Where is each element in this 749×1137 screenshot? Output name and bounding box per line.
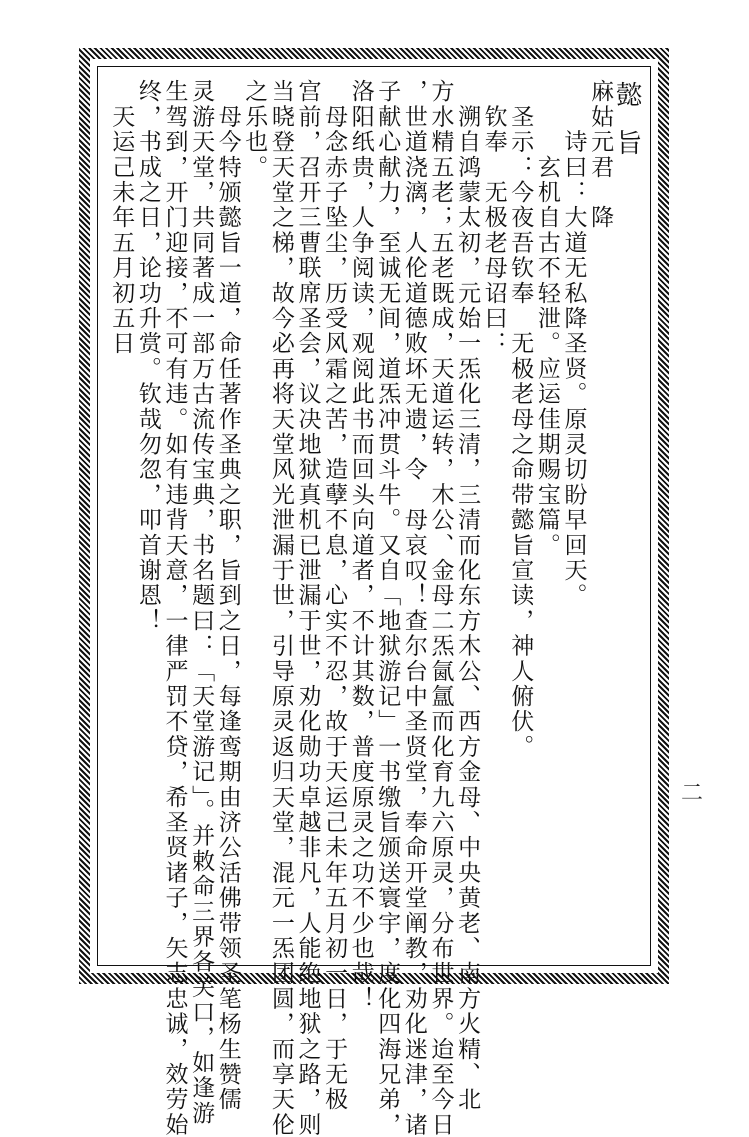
text-column-15: 母今特颁懿旨一道，命任著作圣典之职，旨到之日，每逢鸾期由济公活佛带领圣笔杨生赞儒	[214, 79, 241, 1113]
text-column-4: 圣示：今夜吾钦奉 无极老母之命带懿旨宣读，神人俯伏。	[507, 79, 534, 760]
text-column-7: 方水精五老；五老既成，天道运转，木公、金母二炁氤氲而化育九六原灵，分布世界。迨至今日	[427, 79, 454, 1137]
text-column-16: 灵游天堂，共同著成一部万古流传宝典，书名题曰：「天堂游记」。并敕命三界各关口，如逢游	[188, 79, 215, 1126]
text-column-3: 玄机自古不轻泄。应运佳期赐宝篇。	[533, 79, 560, 558]
document-title: 懿旨	[611, 81, 642, 177]
text-column-14: 之乐也。	[241, 79, 268, 180]
text-column-11: 母念赤子坠尘，历受风霜之苦，造孽不息，心实不忍，故于天运己未年五月初一日，于无极	[321, 79, 348, 1113]
decorative-border-frame	[79, 48, 669, 1137]
text-column-5: 钦奉 无极老母诏曰：	[480, 79, 507, 357]
text-column-19: 天运己未年五月初五日	[108, 79, 135, 357]
text-column-17: 生驾到，开门迎接，不可有违。如有违背天意，一律严罚不贷，希圣贤诸子，矢志忠诚，效劳始	[161, 79, 188, 1137]
text-column-9: 子献心献力，至诚无间，道炁冲贯斗牛。又自「地狱游记」一书缴旨颁送寰宇，度化四海兄弟，	[374, 79, 401, 1137]
text-column-2: 诗曰：大道无私降圣贤。原灵切盼早回天。	[560, 79, 587, 609]
text-column-12: 宫前，召开三曹联席圣会，议决地狱真机已泄漏于世，劝化勋功卓越非凡，人能绝地狱之路，则	[294, 79, 321, 1137]
page-number: 二	[681, 781, 704, 806]
text-column-8: ，世道浇漓，人伦道德败坏无遗，令 母哀叹！查尔台中圣贤堂，奉命开堂阐教，劝化迷津，诸	[400, 79, 427, 1137]
text-column-18: 终，书成之日，论功升赏。钦哉勿忽，叩首谢恩！	[134, 79, 161, 634]
text-column-6: 溯自鸿蒙太初，元始一炁化三清，三清而化东方木公、西方金母、中央黄老、南方火精、北	[454, 79, 481, 1113]
text-area	[97, 66, 651, 1137]
text-column-1: 麻姑元君 降	[587, 79, 614, 231]
text-column-10: 洛阳纸贵，人争阅读，观阅此书而回头向道者，不计其数，普度原灵之功不少也哉！	[347, 79, 374, 1012]
text-column-13: 当晓登天堂之梯，故今必再将天堂风光泄漏于世，引导原灵返归天堂，混元一炁团圆，而享天伦	[267, 79, 294, 1137]
